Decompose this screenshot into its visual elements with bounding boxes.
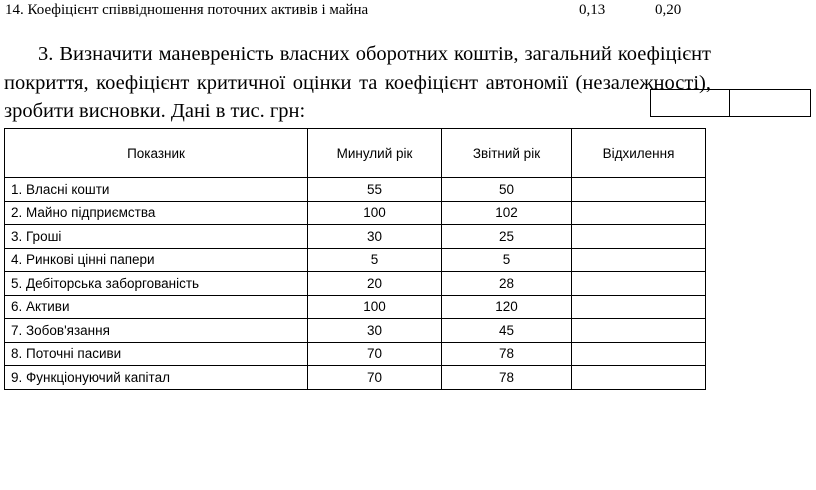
row-prev-value: 55 [308, 178, 442, 202]
row-indicator-name: 2. Майно підприємства [5, 201, 308, 225]
row-curr-value: 78 [442, 342, 572, 366]
row-curr-value: 5 [442, 248, 572, 272]
row-14-value-prev: 0,13 [579, 2, 606, 18]
row-prev-value: 70 [308, 366, 442, 390]
row-curr-value: 120 [442, 295, 572, 319]
empty-cell [729, 89, 811, 117]
row-indicator-name: 4. Ринкові цінні папери [5, 248, 308, 272]
task-text: 3. Визначити маневреність власних оборотних коштів, загальний коефіцієнт покриття, коефіцієнт критичної оцінки та коефіцієнт автономії (незалежності), зробити висновки. Дані в тис. грн: [4, 43, 711, 122]
row-curr-value: 50 [442, 178, 572, 202]
row-prev-value: 70 [308, 342, 442, 366]
task-statement [4, 40, 711, 126]
table-row [5, 295, 706, 319]
indicators-table [4, 128, 706, 390]
row-prev-value: 20 [308, 272, 442, 296]
previous-table-last-row [5, 2, 816, 24]
header-prev-year: Минулий рік [308, 129, 442, 178]
row-deviation-value [572, 248, 706, 272]
header-deviation: Відхилення [572, 129, 706, 178]
row-curr-value: 45 [442, 319, 572, 343]
row-deviation-value [572, 272, 706, 296]
row-14-label: 14. Коефіцієнт співвідношення поточних активів і майна [5, 2, 369, 18]
row-prev-value: 100 [308, 201, 442, 225]
row-indicator-name: 9. Функціонуючий капітал [5, 366, 308, 390]
row-deviation-value [572, 319, 706, 343]
row-curr-value: 25 [442, 225, 572, 249]
row-prev-value: 100 [308, 295, 442, 319]
row-deviation-value [572, 225, 706, 249]
row-indicator-name: 8. Поточні пасиви [5, 342, 308, 366]
table-row [5, 366, 706, 390]
row-deviation-value [572, 295, 706, 319]
empty-cell [650, 89, 730, 117]
row-deviation-value [572, 342, 706, 366]
row-curr-value: 102 [442, 201, 572, 225]
row-prev-value: 5 [308, 248, 442, 272]
row-indicator-name: 5. Дебіторська заборгованість [5, 272, 308, 296]
table-header-row [5, 129, 706, 178]
row-indicator-name: 7. Зобов'язання [5, 319, 308, 343]
row-indicator-name: 1. Власні кошти [5, 178, 308, 202]
table-row [5, 248, 706, 272]
row-curr-value: 28 [442, 272, 572, 296]
table-row [5, 225, 706, 249]
row-indicator-name: 3. Гроші [5, 225, 308, 249]
row-prev-value: 30 [308, 225, 442, 249]
header-report-year: Звітний рік [442, 129, 572, 178]
row-14-value-curr: 0,20 [655, 2, 682, 18]
row-prev-value: 30 [308, 319, 442, 343]
row-deviation-value [572, 366, 706, 390]
header-indicator: Показник [5, 129, 308, 178]
table-row [5, 201, 706, 225]
row-deviation-value [572, 201, 706, 225]
table-row [5, 272, 706, 296]
row-curr-value: 78 [442, 366, 572, 390]
table-row [5, 342, 706, 366]
row-deviation-value [572, 178, 706, 202]
table-row [5, 178, 706, 202]
table-row [5, 319, 706, 343]
empty-cells-fragment [650, 89, 811, 116]
row-indicator-name: 6. Активи [5, 295, 308, 319]
